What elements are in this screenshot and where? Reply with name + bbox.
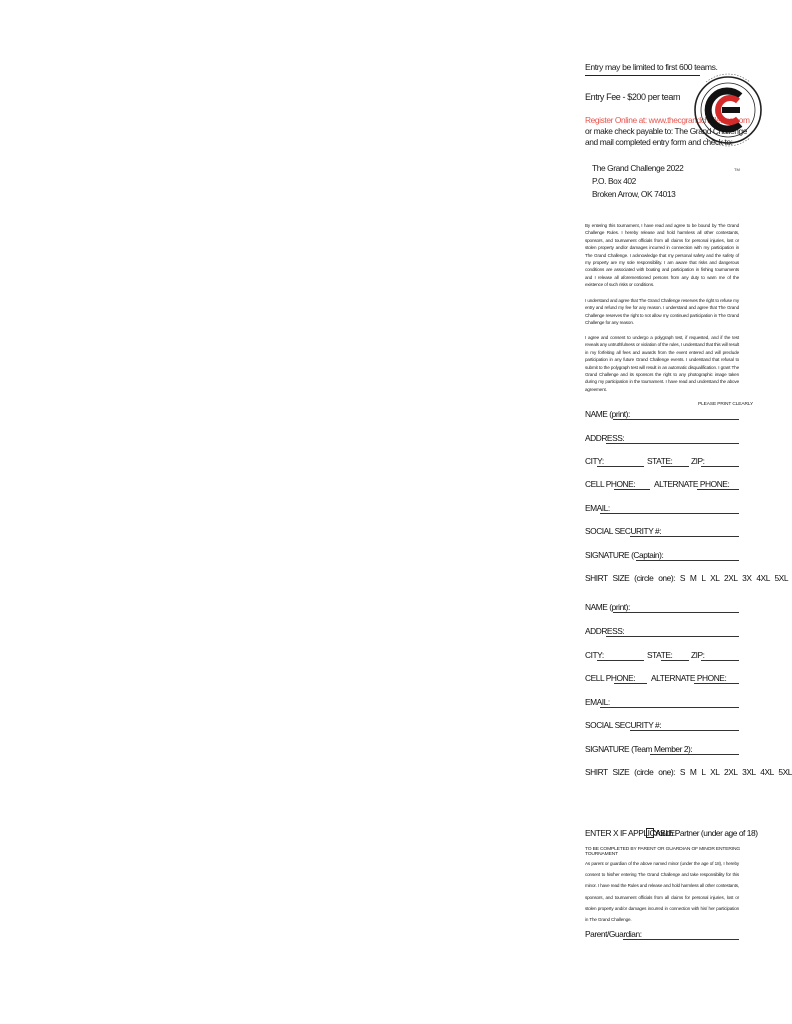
member2-signature-label: SIGNATURE (Team Member 2): bbox=[585, 744, 693, 754]
captain-signature-field[interactable] bbox=[636, 560, 739, 561]
member2-email-field[interactable] bbox=[600, 707, 739, 708]
legal-paragraph-refuse: I understand and agree that The Grand Challenge reserves the right to refuse my entry and refund my fee for any reason. I understand and agree that The Grand Challenge reserves the right to not allow my continued participation in The Grand Challenge for any reason. bbox=[585, 298, 739, 326]
captain-city-label: CITY: bbox=[585, 456, 604, 466]
parent-guardian-label: Parent/Guardian: bbox=[585, 929, 642, 939]
member2-cell-field[interactable] bbox=[614, 683, 647, 684]
enter-x-label: ENTER X IF APPLICABLE: bbox=[585, 828, 677, 838]
guardian-consent-text: As parent or guardian of the above named minor (under the age of 18), I hereby consent to his/her entering The Grand Challenge and take responsibility for this minor. I have read the Rules and release and hold harmless all other contestants, sponsors, and tournament officials from all claims for personal injuries, lost or stolen property and/or damages incurred in connection with his/ her participation in The Grand Challenge. bbox=[585, 861, 739, 923]
mail-address-line-2: P.O. Box 402 bbox=[592, 176, 636, 186]
check-payable-line-1: or make check payable to: The Grand Challenge bbox=[585, 126, 748, 136]
member2-city-field[interactable] bbox=[597, 660, 644, 661]
member2-alt-phone-field[interactable] bbox=[694, 683, 739, 684]
legal-paragraph-polygraph: I agree and consent to undergo a polygraph test, if requested, and if the test reveals any untruthfulness or violation of the rules, I understand that this will result in my forfeiting all fees and awards from the event entered and will preclude participation in any future Grand Challenge events. I understand that refusal to submit to the polygraph test will result in an automatic disqualification. I grant The Grand Challenge and its sponsors the right to any photographic image taken during my participation in the tournament. I have read and understand the above agreement. bbox=[585, 335, 739, 392]
member2-ssn-label: SOCIAL SECURITY #: bbox=[585, 720, 662, 730]
captain-cell-field[interactable] bbox=[614, 489, 650, 490]
captain-address-label: ADDRESS: bbox=[585, 433, 625, 443]
logo-emblem-icon bbox=[692, 60, 764, 172]
captain-name-label: NAME (print): bbox=[585, 409, 630, 419]
captain-zip-label: ZIP: bbox=[691, 456, 705, 466]
member2-ssn-field[interactable] bbox=[630, 730, 739, 731]
captain-email-field[interactable] bbox=[600, 513, 739, 514]
youth-partner-label: Youth Partner (under age of 18) bbox=[654, 828, 758, 838]
member2-cell-label: CELL PHONE: bbox=[585, 673, 636, 683]
captain-shirt-size[interactable]: SHIRT SIZE (circle one): S M L XL 2XL 3X 4XL 5XL bbox=[585, 573, 789, 583]
mail-address-line-3: Broken Arrow, OK 74013 bbox=[592, 189, 676, 199]
captain-signature-label: SIGNATURE (Captain): bbox=[585, 550, 664, 560]
captain-address-field[interactable] bbox=[606, 443, 739, 444]
register-online-link[interactable]: Register Online at: www.thecgrandchallenge.com bbox=[585, 115, 750, 125]
legal-paragraph-release: By entering this tournament, I have read and agree to be bound by The Grand Challenge Rules. I hereby release and hold harmless all other contestants, sponsors, and tournament officials from all claims for personal injuries, lost or stolen property and/or damages incurred in connection with my participation in The Grand Challenge. I acknowledge that my personal safety and the safety of my property are my sole responsibility. I am aware that risks and dangerous conditions are associated with boating and participation in fishing tournaments and I release all aforementioned persons from any duty to warn me of the existence of such risks or conditions. bbox=[585, 223, 739, 288]
captain-state-label: STATE: bbox=[647, 456, 673, 466]
mail-address-line-1: The Grand Challenge 2022 bbox=[592, 163, 684, 173]
youth-partner-checkbox[interactable] bbox=[646, 828, 654, 838]
grand-challenge-logo bbox=[692, 60, 764, 172]
member2-shirt-size[interactable]: SHIRT SIZE (circle one): S M L XL 2XL 3XL 4XL 5XL bbox=[585, 767, 792, 777]
captain-alt-phone-field[interactable] bbox=[697, 489, 739, 490]
entry-limit-text: Entry may be limited to first 600 teams. bbox=[585, 62, 718, 72]
member2-name-field[interactable] bbox=[613, 612, 739, 613]
member2-zip-label: ZIP: bbox=[691, 650, 705, 660]
member2-address-field[interactable] bbox=[606, 636, 739, 637]
member2-name-label: NAME (print): bbox=[585, 602, 630, 612]
captain-email-label: EMAIL: bbox=[585, 503, 610, 513]
captain-cell-label: CELL PHONE: bbox=[585, 479, 636, 489]
guardian-heading: TO BE COMPLETED BY PARENT OR GUARDIAN OF MINOR ENTERING TOURNAMENT bbox=[585, 847, 740, 857]
member2-alt-phone-label: ALTERNATE PHONE: bbox=[651, 673, 727, 683]
captain-zip-field[interactable] bbox=[701, 466, 739, 467]
member2-address-label: ADDRESS: bbox=[585, 626, 625, 636]
captain-ssn-field[interactable] bbox=[630, 536, 739, 537]
member2-signature-field[interactable] bbox=[650, 754, 739, 755]
member2-city-label: CITY: bbox=[585, 650, 604, 660]
captain-ssn-label: SOCIAL SECURITY #: bbox=[585, 526, 662, 536]
member2-state-field[interactable] bbox=[661, 660, 689, 661]
parent-guardian-signature-field[interactable] bbox=[623, 939, 739, 940]
captain-state-field[interactable] bbox=[661, 466, 689, 467]
logo-trademark: TM bbox=[734, 167, 740, 172]
member2-email-label: EMAIL: bbox=[585, 697, 610, 707]
captain-city-field[interactable] bbox=[597, 466, 644, 467]
member2-state-label: STATE: bbox=[647, 650, 673, 660]
captain-alt-phone-label: ALTERNATE PHONE: bbox=[654, 479, 730, 489]
print-clearly-note: PLEASE PRINT CLEARLY bbox=[698, 402, 754, 407]
entry-fee-text: Entry Fee - $200 per team bbox=[585, 92, 681, 102]
captain-name-field[interactable] bbox=[613, 419, 739, 420]
entry-limit-underline bbox=[585, 75, 700, 76]
check-payable-line-2: and mail completed entry form and check to: bbox=[585, 137, 733, 147]
member2-zip-field[interactable] bbox=[701, 660, 739, 661]
